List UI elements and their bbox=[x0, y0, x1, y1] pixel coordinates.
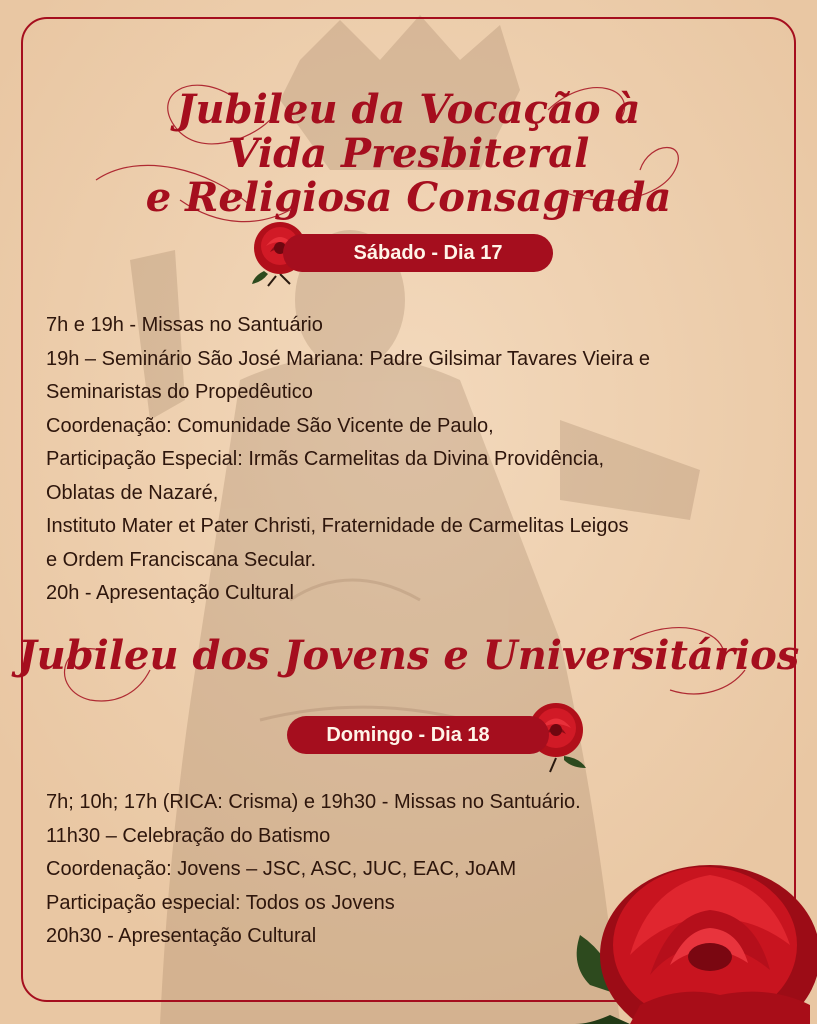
list-item: 20h30 - Apresentação Cultural bbox=[46, 925, 317, 947]
list-item: 11h30 – Celebração do Batismo bbox=[46, 824, 331, 847]
schedule-list-saturday bbox=[46, 309, 786, 611]
rose-icon bbox=[570, 845, 817, 1024]
list-item: e Ordem Franciscana Secular. bbox=[46, 548, 317, 571]
day-badge-sunday: Domingo - Dia 18 bbox=[287, 716, 549, 754]
list-item: Seminaristas do Propedêutico bbox=[46, 381, 313, 403]
section1-title-line: e Religiosa Consagrada bbox=[145, 174, 672, 221]
day-badge-saturday: Sábado - Dia 17 bbox=[283, 234, 553, 272]
list-item: Coordenação: Comunidade São Vicente de Paulo, bbox=[46, 414, 494, 437]
list-item: 7h e 19h - Missas no Santuário bbox=[46, 314, 323, 336]
section1-title-line: Vida Presbiteral bbox=[227, 130, 590, 177]
section2-title: Jubileu dos Jovens e Universitários bbox=[17, 632, 800, 679]
list-item: Coordenação: Jovens – JSC, ASC, JUC, EAC, JoAM bbox=[46, 858, 517, 880]
list-item: 7h; 10h; 17h (RICA: Crisma) e 19h30 - Missas no Santuário. bbox=[46, 791, 581, 813]
section1-title bbox=[0, 86, 817, 222]
list-item: Participação Especial: Irmãs Carmelitas da Divina Providência, bbox=[46, 448, 605, 470]
list-item: 19h – Seminário São José Mariana: Padre Gilsimar Tavares Vieira e bbox=[46, 347, 651, 370]
list-item: Instituto Mater et Pater Christi, Fraternidade de Carmelitas Leigos bbox=[46, 515, 629, 537]
list-item: Participação especial: Todos os Jovens bbox=[46, 891, 395, 914]
list-item: Oblatas de Nazaré, bbox=[46, 481, 219, 504]
list-item: 20h - Apresentação Cultural bbox=[46, 582, 294, 604]
section1-title-line: Jubileu da Vocação à bbox=[176, 86, 641, 133]
